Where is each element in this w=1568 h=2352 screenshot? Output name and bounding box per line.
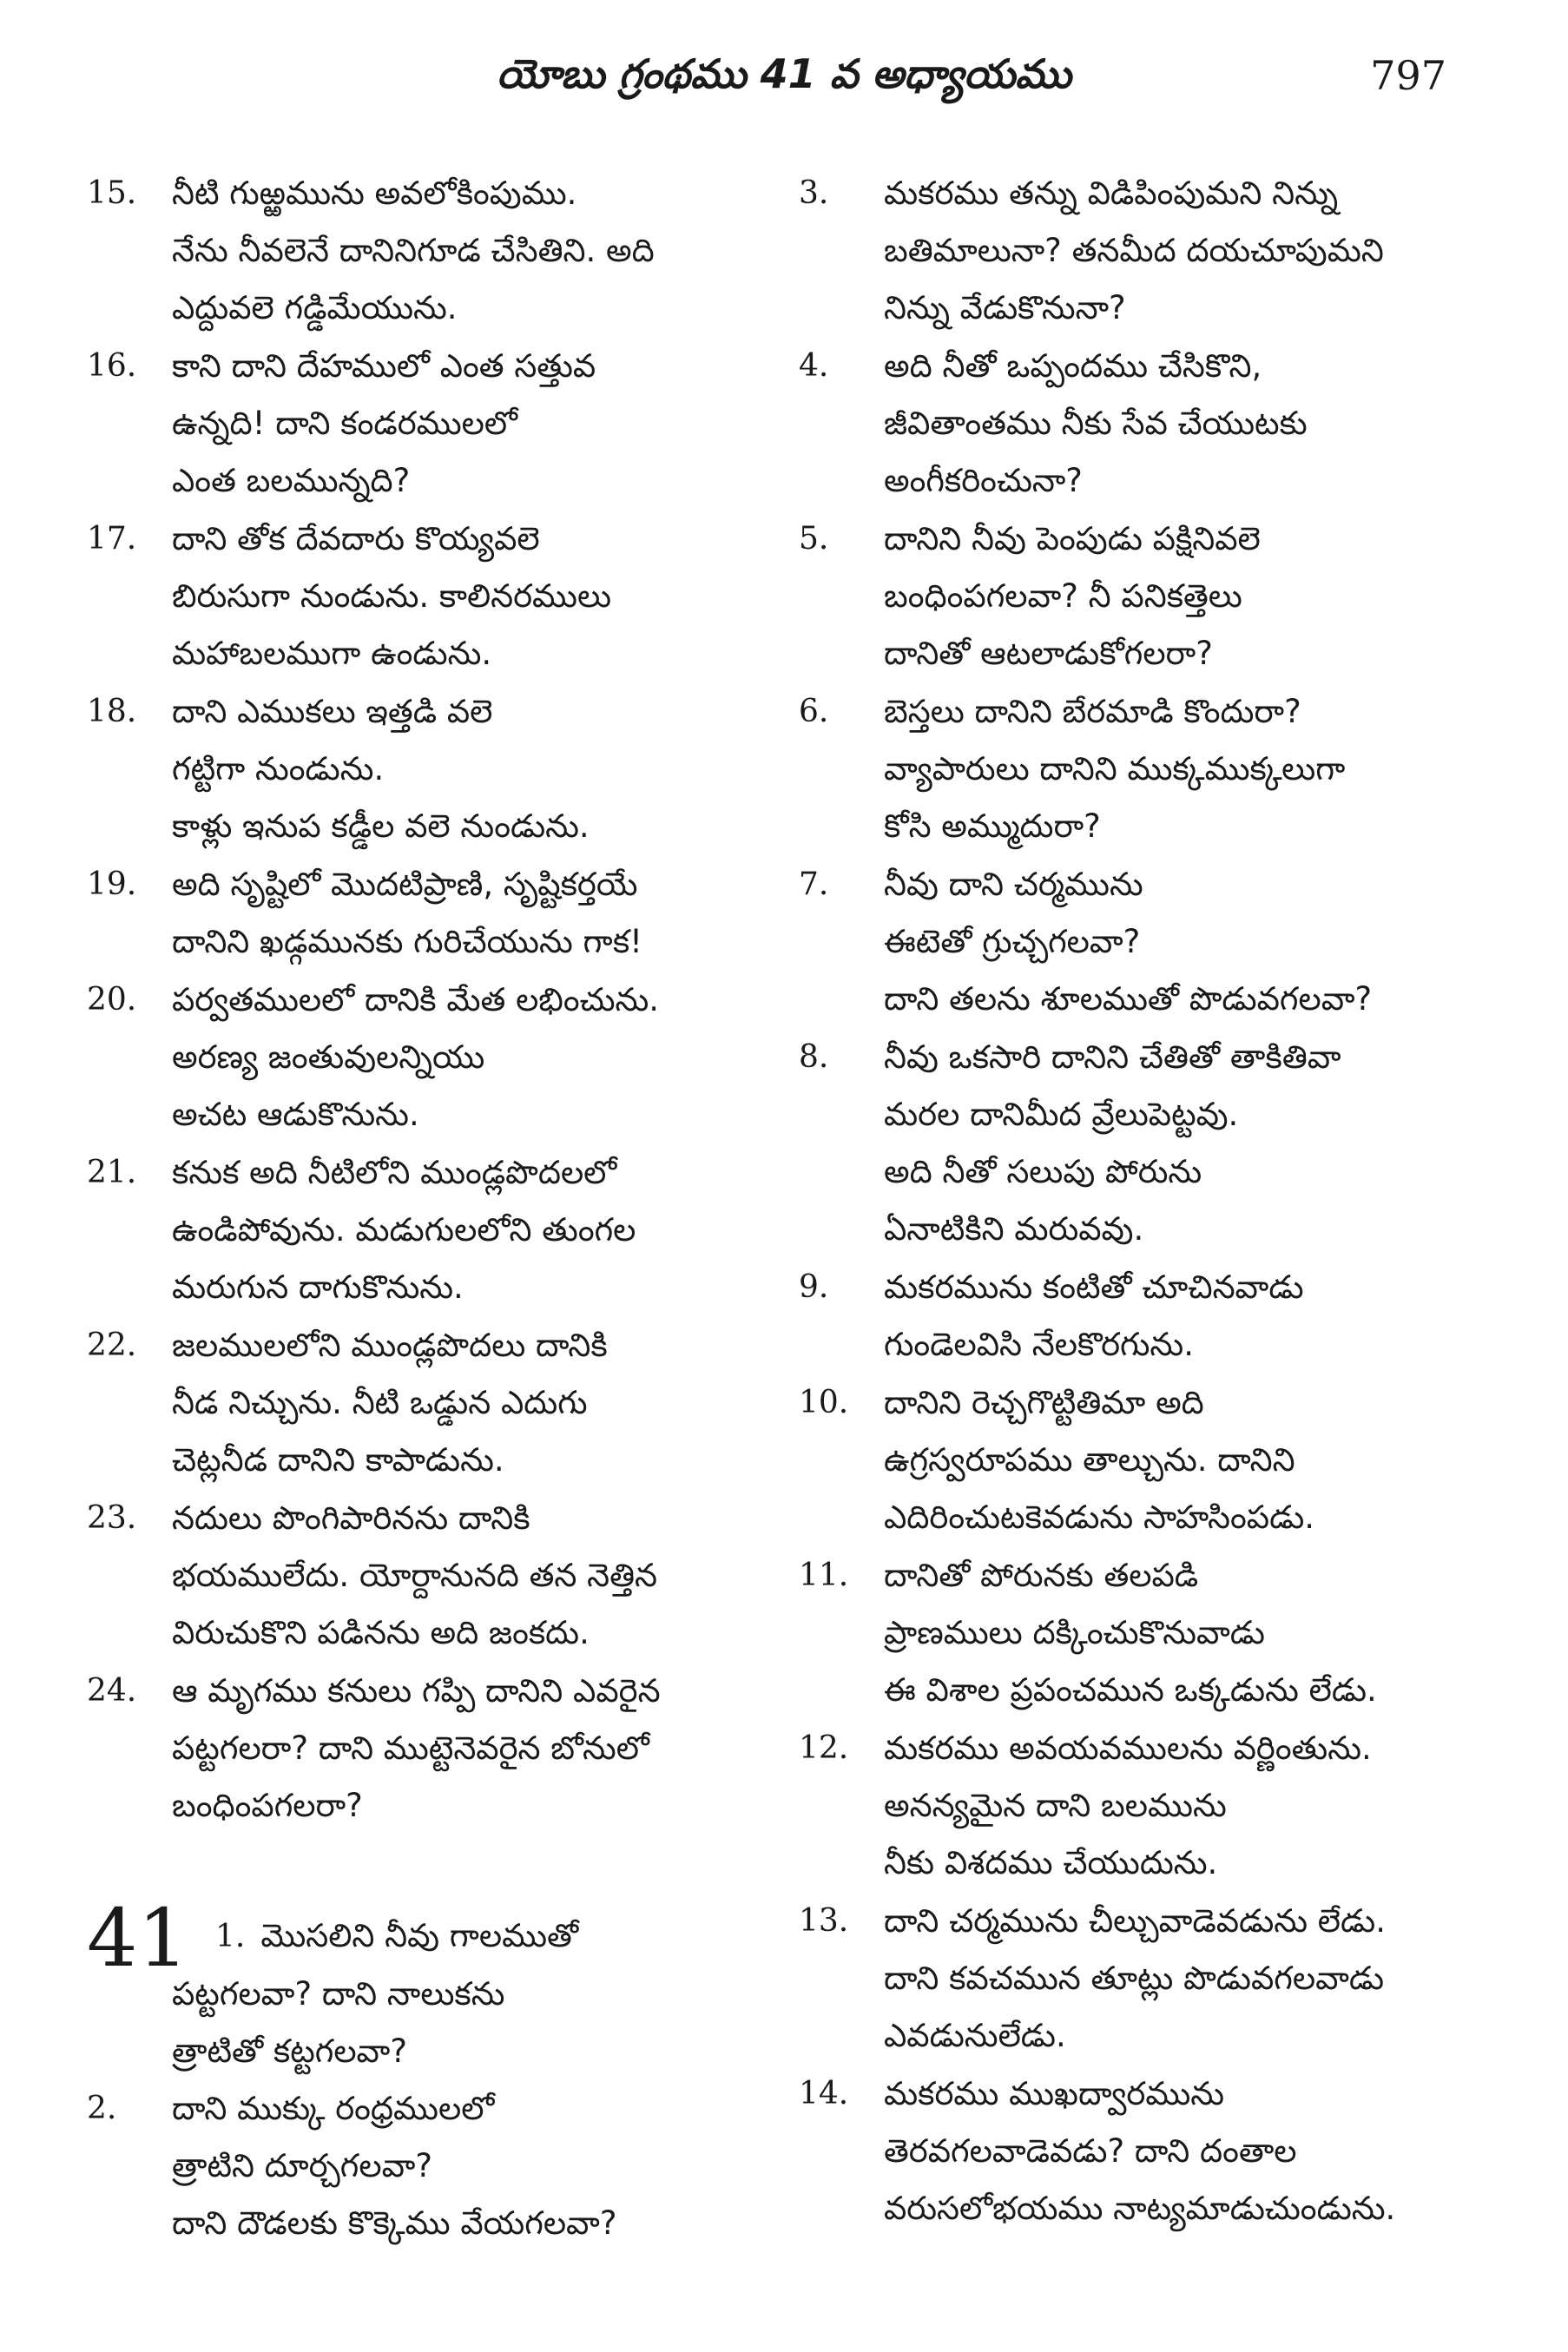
verse-line: పట్టగలవా? దాని నాలుకను bbox=[172, 1975, 505, 2013]
verse-line: అనన్యమైన దాని బలమును bbox=[884, 1787, 1227, 1824]
verse-number: 20. bbox=[87, 982, 137, 1018]
verse-line: అరణ్య జంతువులన్నియు bbox=[172, 1038, 485, 1076]
verse-line: ఉగ్రస్వరూపము తాల్చును. దానిని bbox=[884, 1441, 1295, 1479]
verse-line: ఉండిపోవును. మడుగులలోని తుంగల bbox=[172, 1211, 636, 1248]
verse-line: బెస్తలు దానిని బేరమాడి కొందురా? bbox=[884, 693, 1301, 730]
verse-line: నీవు దాని చర్మమును bbox=[884, 866, 1143, 903]
verse bbox=[799, 1547, 1476, 1719]
verse bbox=[799, 2065, 1476, 2237]
verse-number: 8. bbox=[799, 1039, 829, 1075]
verse-line: దాని తోక దేవదారు కొయ్యవలె bbox=[172, 520, 540, 557]
verse-line: ఎవడునులేడు. bbox=[884, 2017, 1066, 2054]
verse bbox=[87, 1317, 764, 1489]
verse-line: ఎద్దువలె గడ్డిమేయును. bbox=[172, 289, 458, 326]
verse-number: 19. bbox=[87, 866, 137, 902]
verse-line: ఈటెతో గ్రుచ్చగలవా? bbox=[884, 923, 1141, 960]
verse bbox=[87, 1663, 764, 1835]
verse-line: మకరము ముఖద్వారమును bbox=[884, 2075, 1225, 2112]
verse-line: నిన్ను వేడుకొనునా? bbox=[884, 289, 1126, 326]
verse-line: వ్యాపారులు దానిని ముక్కముక్కలుగా bbox=[884, 750, 1346, 787]
verse-number: 5. bbox=[799, 521, 829, 557]
verse-number: 7. bbox=[799, 866, 829, 902]
verse-number: 4. bbox=[799, 348, 829, 384]
verse-line: కాళ్లు ఇనుప కడ్డీల వలె నుండును. bbox=[172, 807, 590, 845]
verse-line: దాని చర్మమును చీల్చువాడెవడును లేడు. bbox=[884, 1902, 1386, 1940]
verse-line: ఈ విశాల ప్రపంచమున ఒక్కడును లేడు. bbox=[884, 1671, 1377, 1709]
page-header bbox=[0, 35, 1568, 122]
verse-line: పట్టగలరా? దాని ముట్టెనెవరైన బోనులో bbox=[172, 1729, 649, 1767]
verse-line: భయములేదు. యోర్దానునది తన నెత్తిన bbox=[172, 1557, 657, 1594]
verse-line: బతిమాలునా? తనమీద దయచూపుమని bbox=[884, 232, 1384, 269]
verse-line: దాని తలను శూలముతో పొడువగలవా? bbox=[884, 980, 1373, 1018]
verse bbox=[87, 1144, 764, 1316]
verse-line: జలములలోని ముండ్లపొదలు దానికి bbox=[172, 1327, 608, 1364]
verse-line-text: మొసలిని నీవు గాలముతో bbox=[260, 1917, 579, 1954]
verse bbox=[799, 511, 1476, 682]
verse-line: దానిని రెచ్చగొట్టితిమా అది bbox=[884, 1384, 1204, 1421]
verse-line: నీకు విశదము చేయుదును. bbox=[884, 1844, 1218, 1881]
verse-line: దానిని నీవు పెంపుడు పక్షినివలె bbox=[884, 520, 1261, 557]
verse bbox=[87, 856, 764, 971]
verse bbox=[799, 338, 1476, 510]
verse-line: బంధింపగలవా? నీ పనికత్తెలు bbox=[884, 577, 1242, 615]
verse-line: ఉన్నది! దాని కండరములలో bbox=[172, 405, 517, 442]
verse-line: దాని కవచమున తూట్లు పొడువగలవాడు bbox=[884, 1960, 1385, 1997]
verse-line: నీవు ఒకసారి దానిని చేతితో తాకితివా bbox=[884, 1038, 1341, 1076]
verse-line: మహాబలముగా ఉండును. bbox=[172, 635, 492, 672]
verse-number: 17. bbox=[87, 521, 137, 557]
verse bbox=[799, 165, 1476, 337]
verse-line: నదులు పొంగిపారినను దానికి bbox=[172, 1499, 530, 1537]
verse-line: దానితో పోరునకు తలపడి bbox=[884, 1557, 1199, 1594]
verse bbox=[799, 1259, 1476, 1374]
verse-line: అది నీతో ఒప్పందము చేసికొని, bbox=[884, 347, 1262, 385]
verse-line: ప్రాణములు దక్కించుకొనువాడు bbox=[884, 1614, 1265, 1651]
verse-line: కోసి అమ్ముదురా? bbox=[884, 807, 1101, 845]
verse-line: అచట ఆడుకొనును. bbox=[172, 1096, 419, 1133]
verse-number: 2. bbox=[87, 2091, 117, 2126]
verse-line: దానితో ఆటలాడుకోగలరా? bbox=[884, 635, 1213, 672]
verse-line: కాని దాని దేహములో ఎంత సత్తువ bbox=[172, 347, 596, 385]
verse-number: 21. bbox=[87, 1155, 137, 1190]
verse-line: దాని దౌడలకు కొక్కెము వేయగలవా? bbox=[172, 2204, 617, 2242]
verse-line: ఏనాటికిని మరువవు. bbox=[884, 1210, 1144, 1248]
right-column bbox=[799, 165, 1476, 2238]
verse-number: 9. bbox=[799, 1269, 829, 1305]
verse-line: బంధింపగలరా? bbox=[172, 1787, 363, 1824]
verse-number: 1. bbox=[215, 1919, 246, 1954]
verse-number: 22. bbox=[87, 1328, 137, 1363]
verse-line: నీటి గుఱ్ఱమును అవలోకింపుము. bbox=[172, 175, 577, 212]
verse-line: మరుగున దాగుకొనును. bbox=[172, 1268, 464, 1306]
verse bbox=[87, 683, 764, 855]
verse bbox=[87, 2080, 764, 2252]
verse bbox=[799, 1893, 1476, 2065]
verse-number: 15. bbox=[87, 175, 137, 211]
verse-line: నీడ నిచ్చును. నీటి ఒడ్డున ఎదుగు bbox=[172, 1384, 588, 1421]
verse-number: 12. bbox=[799, 1730, 849, 1766]
verse-line: మకరము తన్ను విడిపింపుమని నిన్ను bbox=[884, 175, 1339, 212]
verse-line: తెరవగలవాడెవడు? దాని దంతాల bbox=[884, 2132, 1297, 2170]
verse-line: బిరుసుగా నుండును. కాలినరములు bbox=[172, 577, 611, 615]
verse-line: మకరమును కంటితో చూచినవాడు bbox=[884, 1268, 1304, 1306]
verse-line: దాని ముక్కు రంధ్రములలో bbox=[172, 2090, 495, 2127]
verse-line: ఎదిరించుటకెవడును సాహసింపడు. bbox=[884, 1499, 1315, 1536]
left-column bbox=[87, 165, 764, 2253]
verse-line: వరుసలోభయము నాట్యమాడుచుండును. bbox=[884, 2190, 1396, 2227]
verse bbox=[87, 972, 764, 1143]
verse-line: చెట్లనీడ దానిని కాపాడును. bbox=[172, 1441, 504, 1479]
verse-number: 6. bbox=[799, 694, 829, 729]
verse-line: మరల దానిమీద వ్రేలుపెట్టవు. bbox=[884, 1096, 1239, 1133]
page-title: యోబు గ్రంథము 41 వ అధ్యాయము bbox=[497, 50, 1071, 97]
verse-line: ఆ మృగము కనులు గప్పి దానిని ఎవరైన bbox=[172, 1672, 661, 1710]
chapter-start bbox=[87, 1892, 764, 2080]
verse-line: పర్వతములలో దానికి మేత లభించును. bbox=[172, 981, 660, 1018]
verse bbox=[799, 1029, 1476, 1258]
verse-line: నేను నీవలెనే దానినిగూడ చేసితిని. అది bbox=[172, 232, 655, 269]
verse-line: గట్టిగా నుండును. bbox=[172, 750, 385, 787]
verse-line: కనుక అది నీటిలోని ముండ్లపొదలలో bbox=[172, 1154, 617, 1191]
verse-number: 23. bbox=[87, 1500, 137, 1536]
verse-line: అంగీకరించునా? bbox=[884, 462, 1083, 499]
verse bbox=[799, 1720, 1476, 1892]
verse-number: 10. bbox=[799, 1385, 849, 1420]
verse-number: 18. bbox=[87, 694, 137, 729]
verse-number: 13. bbox=[799, 1903, 849, 1939]
verse-line: అది సృష్టిలో మొదటిప్రాణి, సృష్టికర్తయే bbox=[172, 866, 638, 903]
verse-line: అది నీతో సలుపు పోరును bbox=[884, 1153, 1202, 1190]
page-number: 797 bbox=[1370, 52, 1446, 99]
verse bbox=[799, 1374, 1476, 1546]
verse-number: 11. bbox=[799, 1558, 849, 1593]
verse-line: ఎంత బలమున్నది? bbox=[172, 462, 411, 499]
verse-number: 3. bbox=[799, 175, 829, 211]
verse-number: 14. bbox=[799, 2076, 849, 2112]
verse bbox=[87, 338, 764, 510]
verse-line: త్రాటిని దూర్చగలవా? bbox=[172, 2147, 433, 2184]
verse bbox=[87, 511, 764, 682]
verse-line: మకరము అవయవములను వర్ణింతును. bbox=[884, 1729, 1372, 1767]
verse bbox=[87, 165, 764, 337]
verse-line: దాని ఎముకలు ఇత్తడి వలె bbox=[172, 693, 493, 730]
chapter-number: 41 bbox=[87, 1892, 189, 1985]
chapter-first-verse-line bbox=[215, 1907, 764, 1966]
verse-line: విరుచుకొని పడినను అది జంకదు. bbox=[172, 1614, 590, 1651]
verse bbox=[799, 856, 1476, 1028]
verse-line: గుండెలవిసి నేలకొరగును. bbox=[884, 1326, 1194, 1363]
verse-number: 16. bbox=[87, 348, 137, 384]
verse-line: త్రాటితో కట్టగలవా? bbox=[172, 2032, 407, 2070]
verse bbox=[799, 683, 1476, 855]
verse-line: జీవితాంతము నీకు సేవ చేయుటకు bbox=[884, 405, 1308, 442]
verse bbox=[87, 1490, 764, 1662]
verse-line: దానిని ఖడ్గమునకు గురిచేయును గాక! bbox=[172, 923, 642, 960]
verse-number: 24. bbox=[87, 1673, 137, 1709]
